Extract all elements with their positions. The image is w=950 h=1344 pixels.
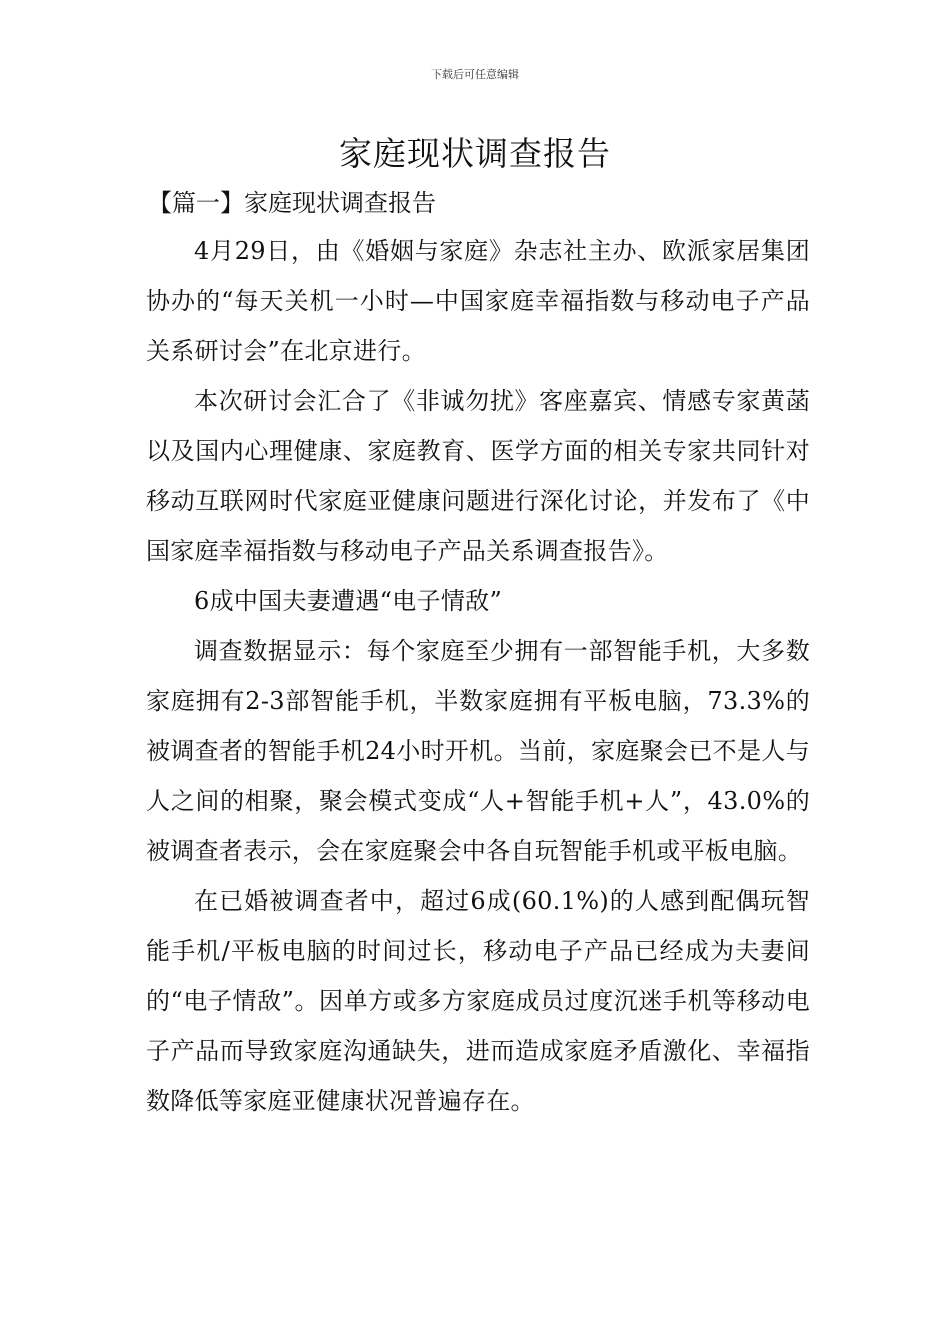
- header-note: 下载后可任意编辑: [431, 68, 519, 81]
- paragraph-survey-data: 调查数据显示：每个家庭至少拥有一部智能手机，大多数家庭拥有2-3部智能手机，半数家庭拥有平板电脑，73.3%的被调查者的智能手机24小时开机。当前，家庭聚会已不是人与人之间的相聚，聚会模式变成“人+智能手机+人”，43.0%的被调查者表示，会在家庭聚会中各自玩智能手机或平板电脑。: [146, 637, 810, 865]
- document-body: [146, 226, 810, 1126]
- paragraph-seminar: 4月29日，由《婚姻与家庭》杂志社主办、欧派家居集团协办的“每天关机一小时—中国家庭幸福指数与移动电子产品关系研讨会”在北京进行。: [146, 237, 810, 365]
- subheading-electronic-rival: 6成中国夫妻遭遇“电子情敌”: [194, 587, 503, 615]
- paragraph-married-respondents: 在已婚被调查者中，超过6成(60.1%)的人感到配偶玩智能手机/平板电脑的时间过长，移动电子产品已经成为夫妻间的“电子情敌”。因单方或多方家庭成员过度沉迷手机等移动电子产品而导致家庭沟通缺失，进而造成家庭矛盾激化、幸福指数降低等家庭亚健康状况普遍存在。: [146, 887, 810, 1115]
- section-heading: 【篇一】家庭现状调查报告: [148, 189, 436, 217]
- paragraph-report-release: 本次研讨会汇合了《非诚勿扰》客座嘉宾、情感专家黄菡以及国内心理健康、家庭教育、医学方面的相关专家共同针对移动互联网时代家庭亚健康问题进行深化讨论，并发布了《中国家庭幸福指数与移动电子产品关系调查报告》。: [146, 387, 810, 565]
- page-title: 家庭现状调查报告: [339, 134, 611, 173]
